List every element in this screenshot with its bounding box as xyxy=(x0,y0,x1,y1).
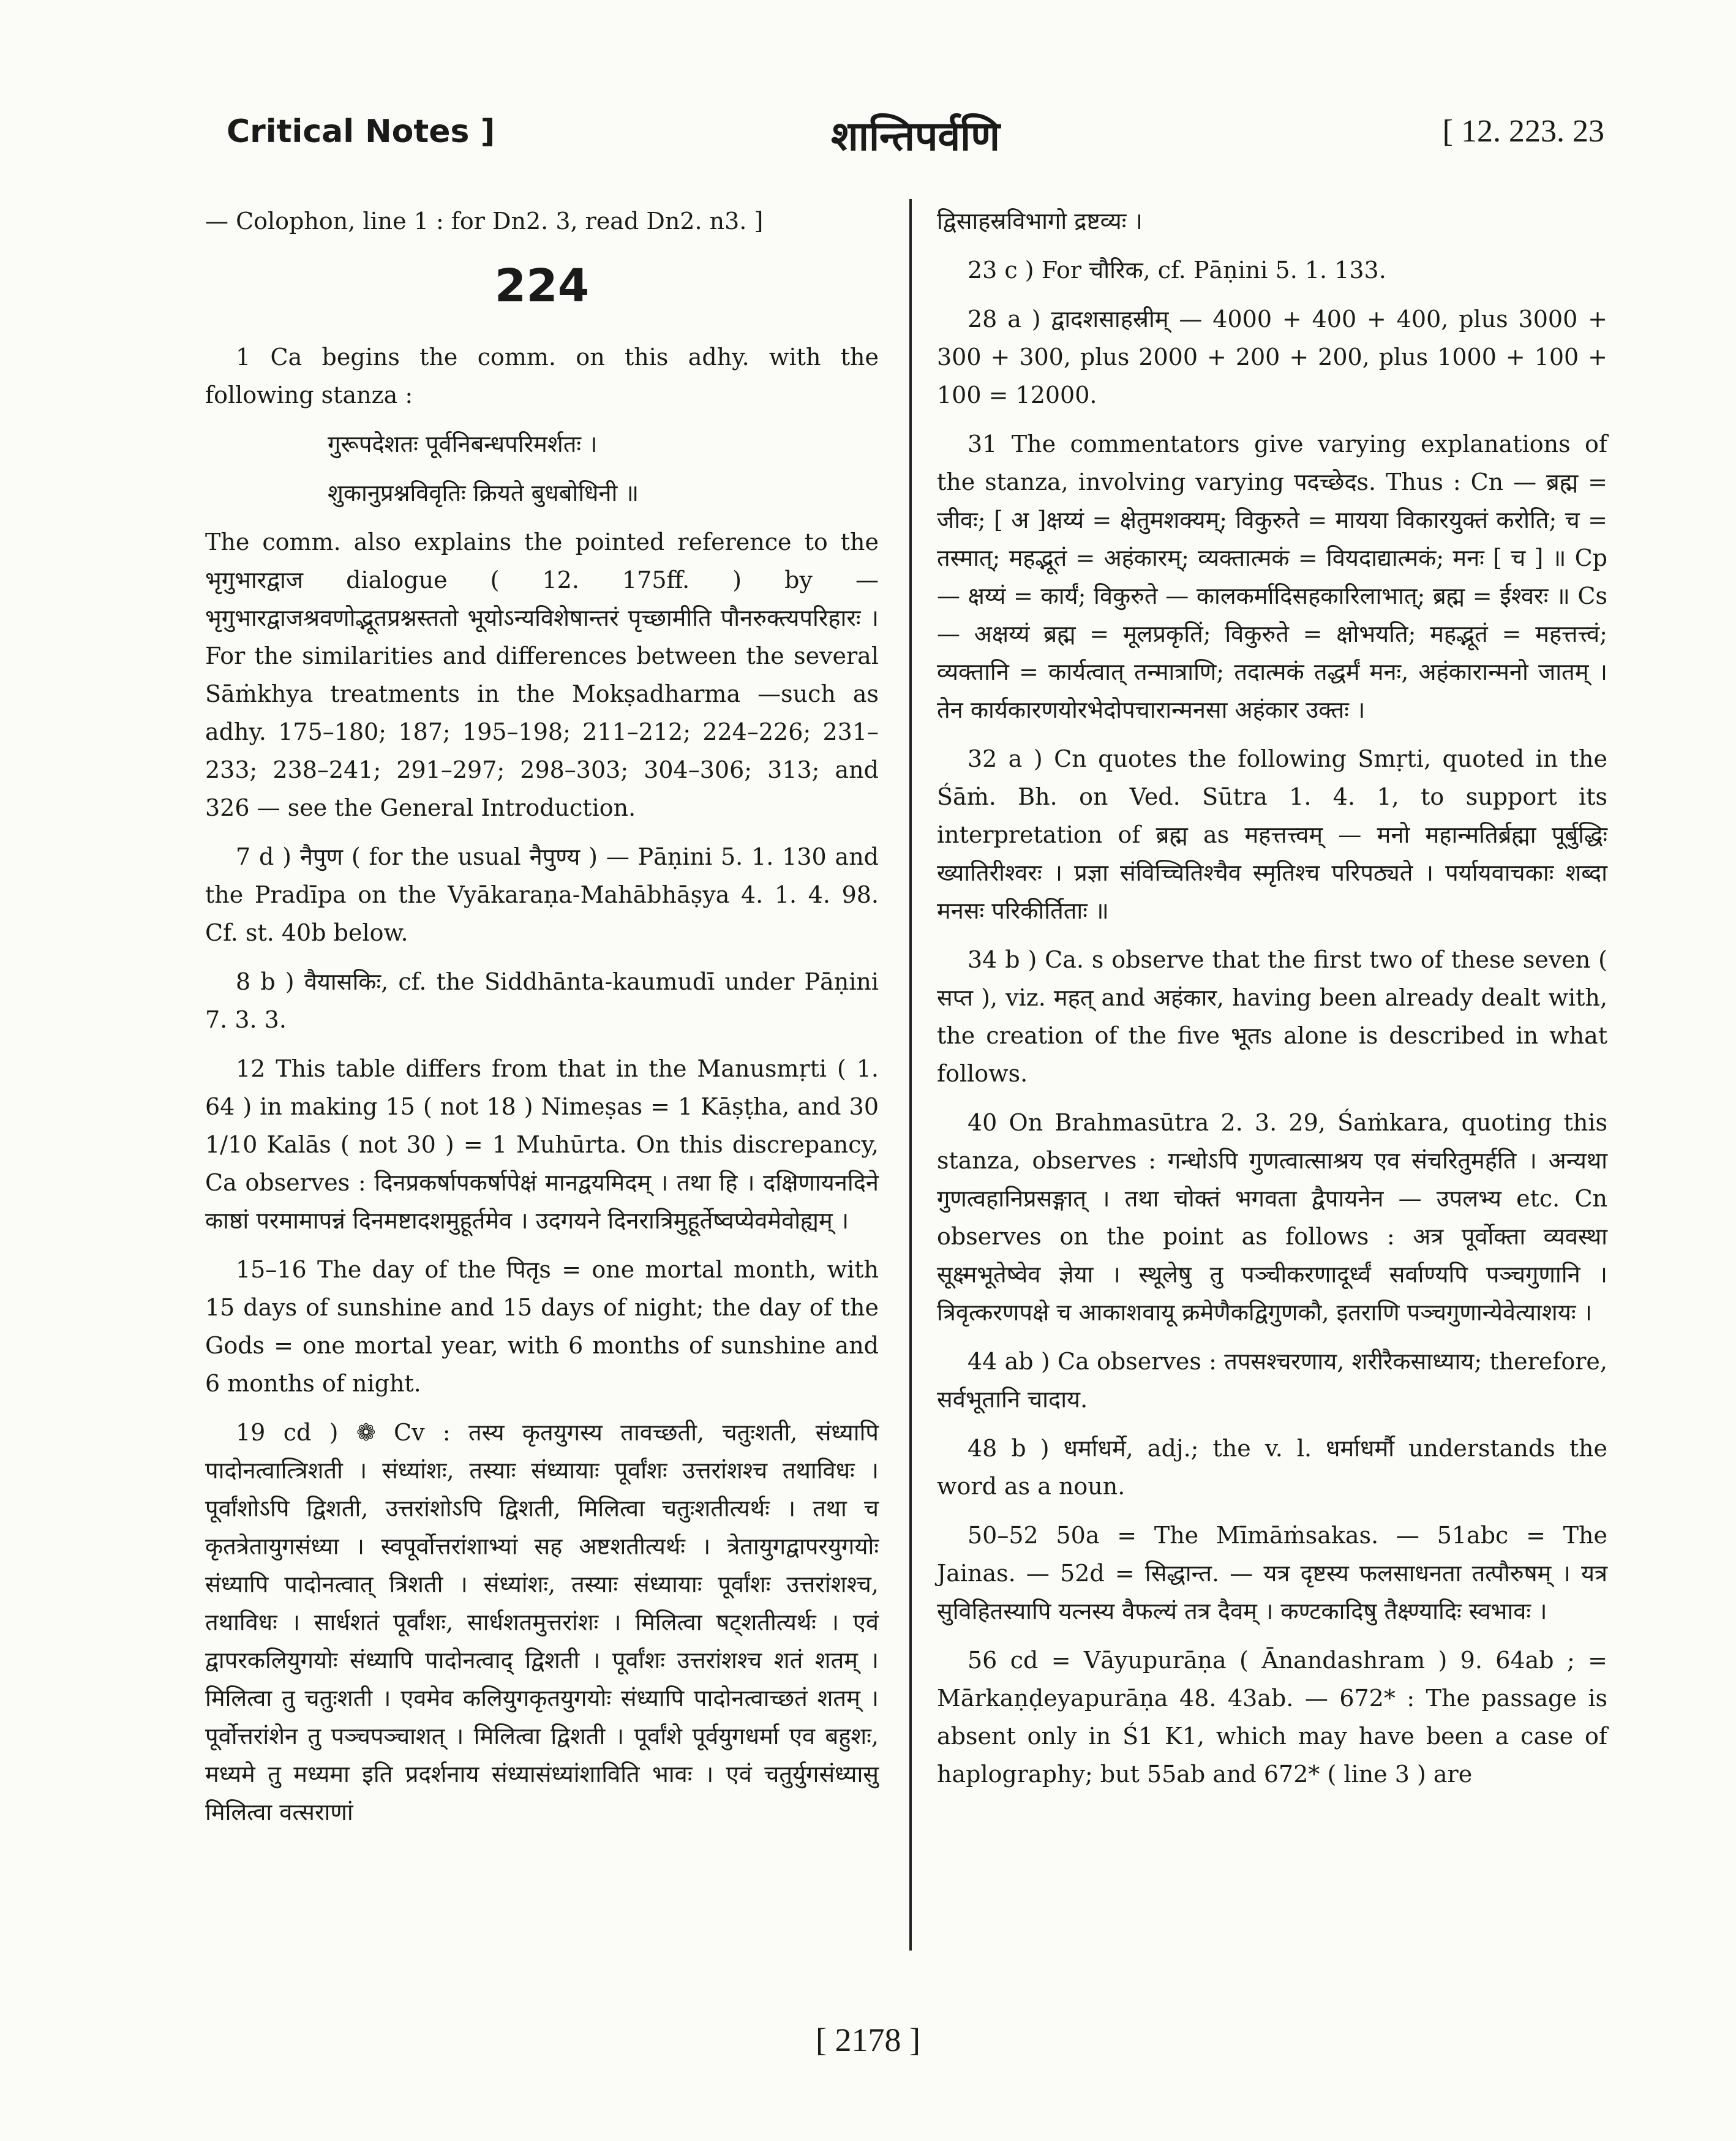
note-1-intro: 1 Ca begins the comm. on this adhy. with the following stanza : xyxy=(205,344,879,408)
note-8: 8 b ) वैयासकिः, cf. the Siddhānta-kaumudī under Pāṇini 7. 3. 3. xyxy=(205,968,879,1033)
right-column xyxy=(937,202,1607,1804)
note-50-52: 50–52 50a = The Mīmāṁsakas. — 51abc = The Jainas. — 52d = सिद्धान्त. — यत्र दृष्टस्य फलसाधनता तत्पौरुषम् । यत्र सुविहितस्यापि यत्नस्य वैफल्यं तत्र दैवम् । कण्टकादिषु तैक्ष्ण्यादिः स्वभावः । xyxy=(937,1522,1607,1625)
note-1-body: The comm. also explains the pointed reference to the भृगुभारद्वाज dialogue ( 12. 175ff. ) by — भृगुभारद्वाजश्रवणोद्भूतप्रश्नस्ततो भूयोऽन्यविशेषान्तरं पृच्छामीति पौनरुक्त्यपरिहारः । For the similarities and differences between the several Sāṁkhya treatments in the Mokṣadharma —such as adhy. 175–180; 187; 195–198; 211–212; 224–226; 231–233; 238–241; 291–297; 298–303; 304–306; 313; and 326 — see the General Introduction. xyxy=(205,529,879,821)
note-31: 31 The commentators give varying explanations of the stanza, involving varying पदच्छेदs. Thus : Cn — ब्रह्म = जीवः; [ अ ]क्षय्यं = क्षेतुमशक्यम्; विकुरुते = मायया विकारयुक्तं करोति; च = तस्मात्; महद्भूतं = अहंकारम्; व्यक्तात्मकं = वियदाद्यात्मकं; मनः [ च ] ॥ Cp — क्षय्यं = कार्यं; विकुरुते — कालकर्मादिसहकारिलाभात्; ब्रह्म = ईश्वरः ॥ Cs — अक्षय्यं ब्रह्म = मूलप्रकृतिं; विकुरुते = क्षोभयति; महद्भूतं = महत्तत्त्वं; व्यक्तानि = कार्यत्वात् तन्मात्राणि; तदात्मकं तद्धर्मं मनः, अहंकारान्मनो जातम् । तेन कार्यकारणयोरभेदोपचारान्मनसा अहंकार उक्तः । xyxy=(937,431,1607,723)
running-title: Critical Notes ] xyxy=(227,113,495,150)
note-32: 32 a ) Cn quotes the following Smṛti, quoted in the Śāṁ. Bh. on Ved. Sūtra 1. 4. 1, to support its interpretation of ब्रह्म as महत्तत्त्वम् — मनो महान्मतिर्ब्रह्मा पूर्बुद्धिः ख्यातिरीश्वरः । प्रज्ञा संविच्चितिश्चैव स्मृतिश्च परिपठ्यते । पर्यायवाचकाः शब्दा मनसः परिकीर्तिताः ॥ xyxy=(937,745,1607,924)
colophon-note: — Colophon, line 1 : for Dn2. 3, read Dn2. n3. ] xyxy=(205,208,764,235)
note-44: 44 ab ) Ca observes : तपसश्चरणाय, शरीरैकसाध्याय; therefore, सर्वभूतानि चादाय. xyxy=(937,1348,1607,1413)
note-15-16: 15–16 The day of the पितृs = one mortal month, with 15 days of sunshine and 15 days of night; the day of the Gods = one mortal year, with 6 months of sunshine and 6 months of night. xyxy=(205,1256,879,1397)
column-divider xyxy=(909,199,912,1951)
note-40: 40 On Brahmasūtra 2. 3. 29, Śaṁkara, quoting this stanza, observes : गन्धोऽपि गुणत्वात्साश्रय एव संचरितुमर्हति । अन्यथा गुणत्वहानिप्रसङ्गात् । तथा चोक्तं भगवता द्वैपायनेन — उपलभ्य etc. Cn observes on the point as follows : अत्र पूर्वोक्ता व्यवस्था सूक्ष्मभूतेष्वेव ज्ञेया । स्थूलेषु तु पञ्चीकरणादूर्ध्वं सर्वाण्यपि पञ्चगुणानि । त्रिवृत्करणपक्षे च आकाशवायू क्रमेणैकद्विगुणकौ, इतराणि पञ्चगुणान्येवेत्याशयः । xyxy=(937,1109,1607,1326)
page-number: [ 2178 ] xyxy=(816,2022,920,2058)
note-28: 28 a ) द्वादशसाहस्रीम् — 4000 + 400 + 400, plus 3000 + 300 + 300, plus 2000 + 200 + 200, plus 1000 + 100 + 100 = 12000. xyxy=(937,306,1607,408)
section-title: शान्तिपर्वणि xyxy=(830,112,1000,160)
verse-line-1: गुरूपदेशतः पूर्वनिबन्धपरिमर्शतः । xyxy=(328,431,598,457)
note-7: 7 d ) नैपुण ( for the usual नैपुण्य ) — Pāṇini 5. 1. 130 and the Pradīpa on the Vyākaraṇa-Mahābhāṣya 4. 1. 4. 98. Cf. st. 40b below. xyxy=(205,843,879,946)
adhyaya-number: 224 xyxy=(494,260,590,312)
note-23: 23 c ) For चौरिक, cf. Pāṇini 5. 1. 133. xyxy=(968,257,1386,284)
continuation: द्विसाहस्रविभागो द्रष्टव्यः । xyxy=(937,208,1143,235)
note-48: 48 b ) धर्माधर्मे, adj.; the v. l. धर्माधर्मौ understands the word as a noun. xyxy=(937,1435,1607,1500)
left-column xyxy=(205,202,879,1842)
note-56: 56 cd = Vāyupurāṇa ( Ānandashram ) 9. 64ab ; = Mārkaṇḍeyapurāṇa 48. 43ab. — 672* : The passage is absent only in Ś1 K1, which may have been a case of haplography; but 55ab and 672* ( line 3 ) are xyxy=(937,1647,1607,1788)
verse-line-2: शुकानुप्रश्नविवृतिः क्रियते बुधबोधिनी ॥ xyxy=(328,480,639,506)
note-34: 34 b ) Ca. s observe that the first two of these seven ( सप्त ), viz. महत् and अहंकार, having been already dealt with, the creation of the five भूतs alone is described in what follows. xyxy=(937,946,1607,1087)
note-12: 12 This table differs from that in the Manusmṛti ( 1. 64 ) in making 15 ( not 18 ) Nimeṣas = 1 Kāṣṭha, and 30 1/10 Kalās ( not 30 ) = 1 Muhūrta. On this discrepancy, Ca observes : दिनप्रकर्षापकर्षापेक्षं मानद्वयमिदम् । तथा हि । दक्षिणायनदिने काष्ठां परमामापन्नं दिनमष्टादशमुहूर्तमेव । उदगयने दिनरात्रिमुहूर्तेष्वप्येवमेवोह्यम् । xyxy=(205,1055,879,1234)
verse-reference: [ 12. 223. 23 xyxy=(1442,114,1604,149)
page-header xyxy=(227,107,1604,168)
note-19: 19 cd ) ❁ Cv : तस्य कृतयुगस्य तावच्छती, चतुःशती, संध्यापि पादोनत्वात्त्रिशती । संध्यांशः, तस्याः संध्यायाः पूर्वांशः उत्तरांशश्च तथाविधः । पूर्वांशोऽपि द्विशती, उत्तरांशोऽपि द्विशती, मिलित्वा चतुःशतीत्यर्थः । तथा च कृतत्रेतायुगसंध्या । स्वपूर्वोत्तरांशाभ्यां सह अष्टशतीत्यर्थः । त्रेतायुगद्वापरयुगयोः संध्यापि पादोनत्वात् त्रिशती । संध्यांशः, तस्याः संध्यायाः पूर्वांशः उत्तरांशश्च, तथाविधः । सार्धशतं पूर्वांशः, सार्धशतमुत्तरांशः । मिलित्वा षट्शतीत्यर्थः । एवं द्वापरकलियुगयोः संध्यापि पादोनत्वाद् द्विशती । पूर्वांशः उत्तरांशश्च शतं शतम् । मिलित्वा तु चतुःशती । एवमेव कलियुगकृतयुगयोः संध्यापि पादोनत्वाच्छतं शतम् । पूर्वोत्तरांशेन तु पञ्चपञ्चाशत् । मिलित्वा द्विशती । पूर्वांशे पूर्वयुगधर्मा एव बहुशः, मध्यमे तु मध्यमा इति प्रदर्शनाय संध्यासंध्यांशाविति भावः । एवं चतुर्युगसंध्यासु मिलित्वा वत्सराणां xyxy=(205,1419,879,1826)
